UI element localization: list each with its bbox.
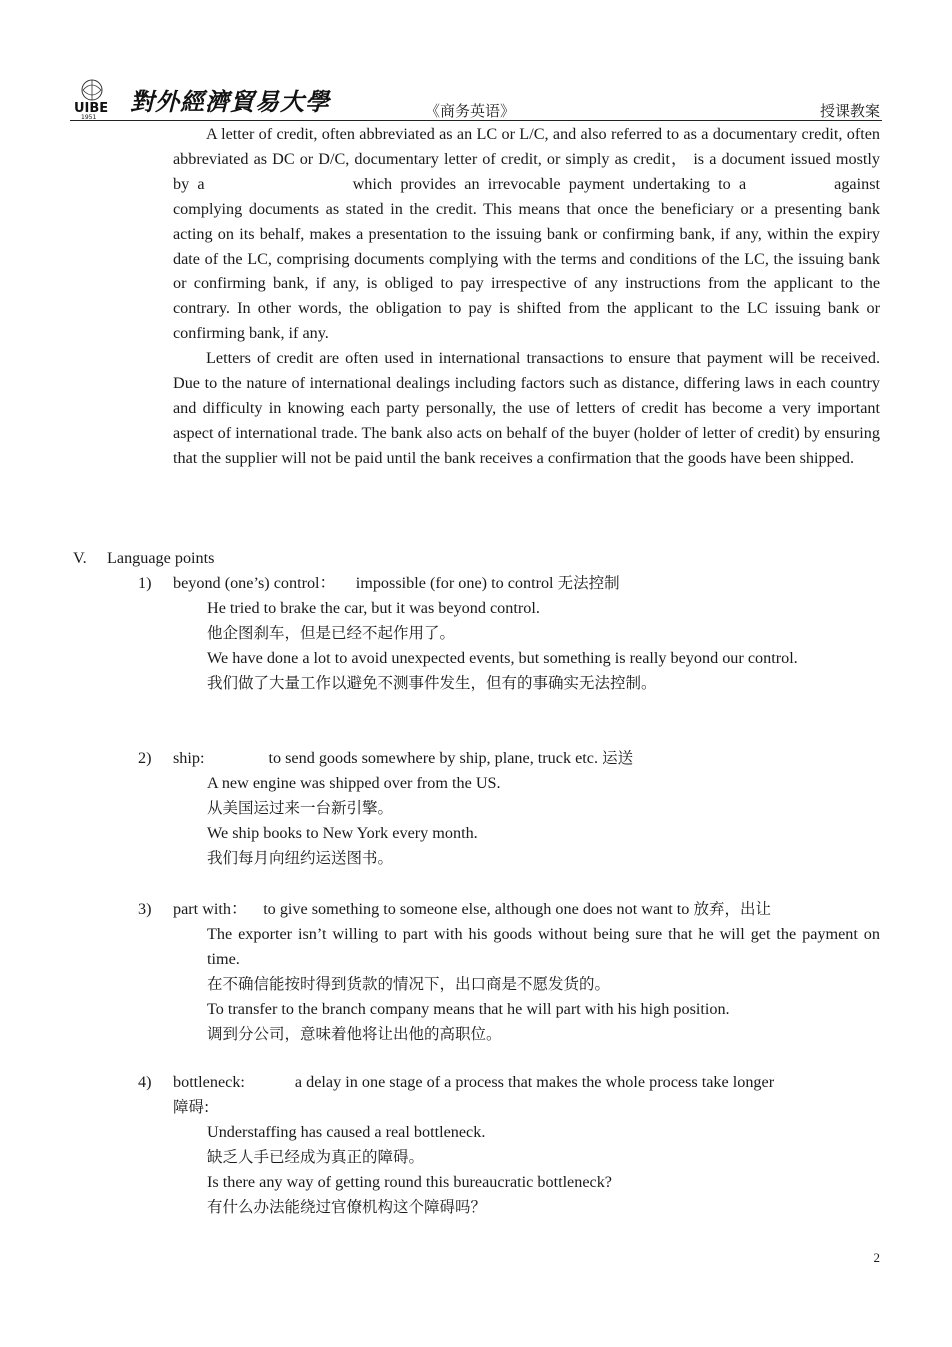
example-en: We ship books to New York every month. <box>207 823 478 842</box>
page-header <box>70 76 882 120</box>
page-number: 2 <box>873 1250 880 1265</box>
point-number: 2) <box>138 749 152 767</box>
point-definition: to give something to someone else, although one does not want to <box>263 900 690 918</box>
example-zh: 在不确信能按时得到货款的情况下，出口商是不愿发货的。 <box>207 974 611 993</box>
example-en: We have done a lot to avoid unexpected events, but something is really beyond our control. <box>207 648 798 667</box>
point-translation: 放弃，出让 <box>693 900 771 918</box>
header-rule <box>70 120 882 121</box>
point-term: bottleneck: <box>173 1073 245 1091</box>
point-translation: 运送 <box>602 749 634 767</box>
intro-paragraph-2: Letters of credit are often used in international transactions to ensure that payment will be received. Due to the nature of international dealings including factors such as distance, differing laws in each country and difficulty in knowing each party personally, the use of letters of credit has become a very important aspect of international trade. The bank also acts on behalf of the buyer (holder of letter of credit) by ensuring that the supplier will not be paid until the bank receives a confirmation that the goods have been shipped. <box>173 349 880 467</box>
example-zh: 调到分公司，意味着他将让出他的高职位。 <box>207 1024 502 1043</box>
example-en: A new engine was shipped over from the US. <box>207 773 501 792</box>
example-zh: 有什么办法能绕过官僚机构这个障碍吗？ <box>207 1197 487 1216</box>
section-heading <box>73 546 214 571</box>
section-title: Language points <box>107 549 215 567</box>
intro-p1-part-a: A letter of credit, often abbreviated as an LC or L/C, and also referred to as a documentary credit, often abbreviated as DC or D/C, documentary letter of credit, or simply as credit， is a document issued mostly by a <box>173 125 880 193</box>
example-zh: 缺乏人手已经成为真正的障碍。 <box>207 1147 425 1166</box>
example-en: Is there any way of getting round this bureaucratic bottleneck? <box>207 1172 612 1191</box>
point-number: 3) <box>138 900 152 918</box>
intro-text <box>173 122 880 471</box>
example-zh: 从美国运过来一台新引擎。 <box>207 798 394 817</box>
point-definition: a delay in one stage of a process that makes the whole process take longer <box>294 1073 775 1091</box>
example-en: To transfer to the branch company means that he will part with his high position. <box>207 999 730 1018</box>
point-term: part with： <box>173 900 248 918</box>
intro-p1-part-b: which provides an irrevocable payment undertaking to a <box>352 174 747 193</box>
language-point <box>138 746 880 871</box>
example-zh: 我们做了大量工作以避免不测事件发生，但有的事确实无法控制。 <box>207 673 657 692</box>
example-en: He tried to brake the car, but it was beyond control. <box>207 598 540 617</box>
example-en: The exporter isn’t willing to part with his goods without being sure that he will get the payment on time. <box>207 924 880 968</box>
point-number: 1) <box>138 574 152 592</box>
language-point <box>138 571 880 696</box>
language-point <box>138 1070 880 1219</box>
point-definition: impossible (for one) to control <box>355 574 554 592</box>
language-point <box>138 897 880 1046</box>
point-translation: 无法控制 <box>557 574 620 592</box>
logo-year: 1951 <box>81 114 97 120</box>
university-logo <box>72 76 124 120</box>
point-translation: 障碍: <box>173 1097 210 1116</box>
example-zh: 他企图刹车，但是已经不起作用了。 <box>207 623 456 642</box>
point-term: ship: <box>173 749 205 767</box>
example-en: Understaffing has caused a real bottleneck. <box>207 1122 486 1141</box>
university-name: 對外經濟貿易大學 <box>130 87 330 116</box>
document-type: 授课教案 <box>819 104 880 120</box>
course-title: 《商务英语》 <box>425 104 516 120</box>
intro-paragraph-1 <box>173 122 880 346</box>
section-number: V. <box>73 549 87 567</box>
point-number: 4) <box>138 1073 152 1091</box>
point-definition: to send goods somewhere by ship, plane, truck etc. <box>268 749 599 767</box>
point-term: beyond (one’s) control： <box>173 574 336 592</box>
intro-p1-part-c: against complying documents as stated in the credit. This means that once the beneficiary or a presenting bank acting on its behalf, makes a presentation to the issuing bank or confirming bank, if any, within the expiry date of the LC, comprising documents complying with the terms and conditions of the LC, the issuing bank or confirming bank, if any, is obliged to pay irrespective of any instructions from the applicant to the contrary. In other words, the obligation to pay is shifted from the applicant to the LC issuing bank or confirming bank, if any. <box>173 174 881 343</box>
logo-label: UIBE <box>74 101 109 116</box>
example-zh: 我们每月向纽约运送图书。 <box>207 848 394 867</box>
